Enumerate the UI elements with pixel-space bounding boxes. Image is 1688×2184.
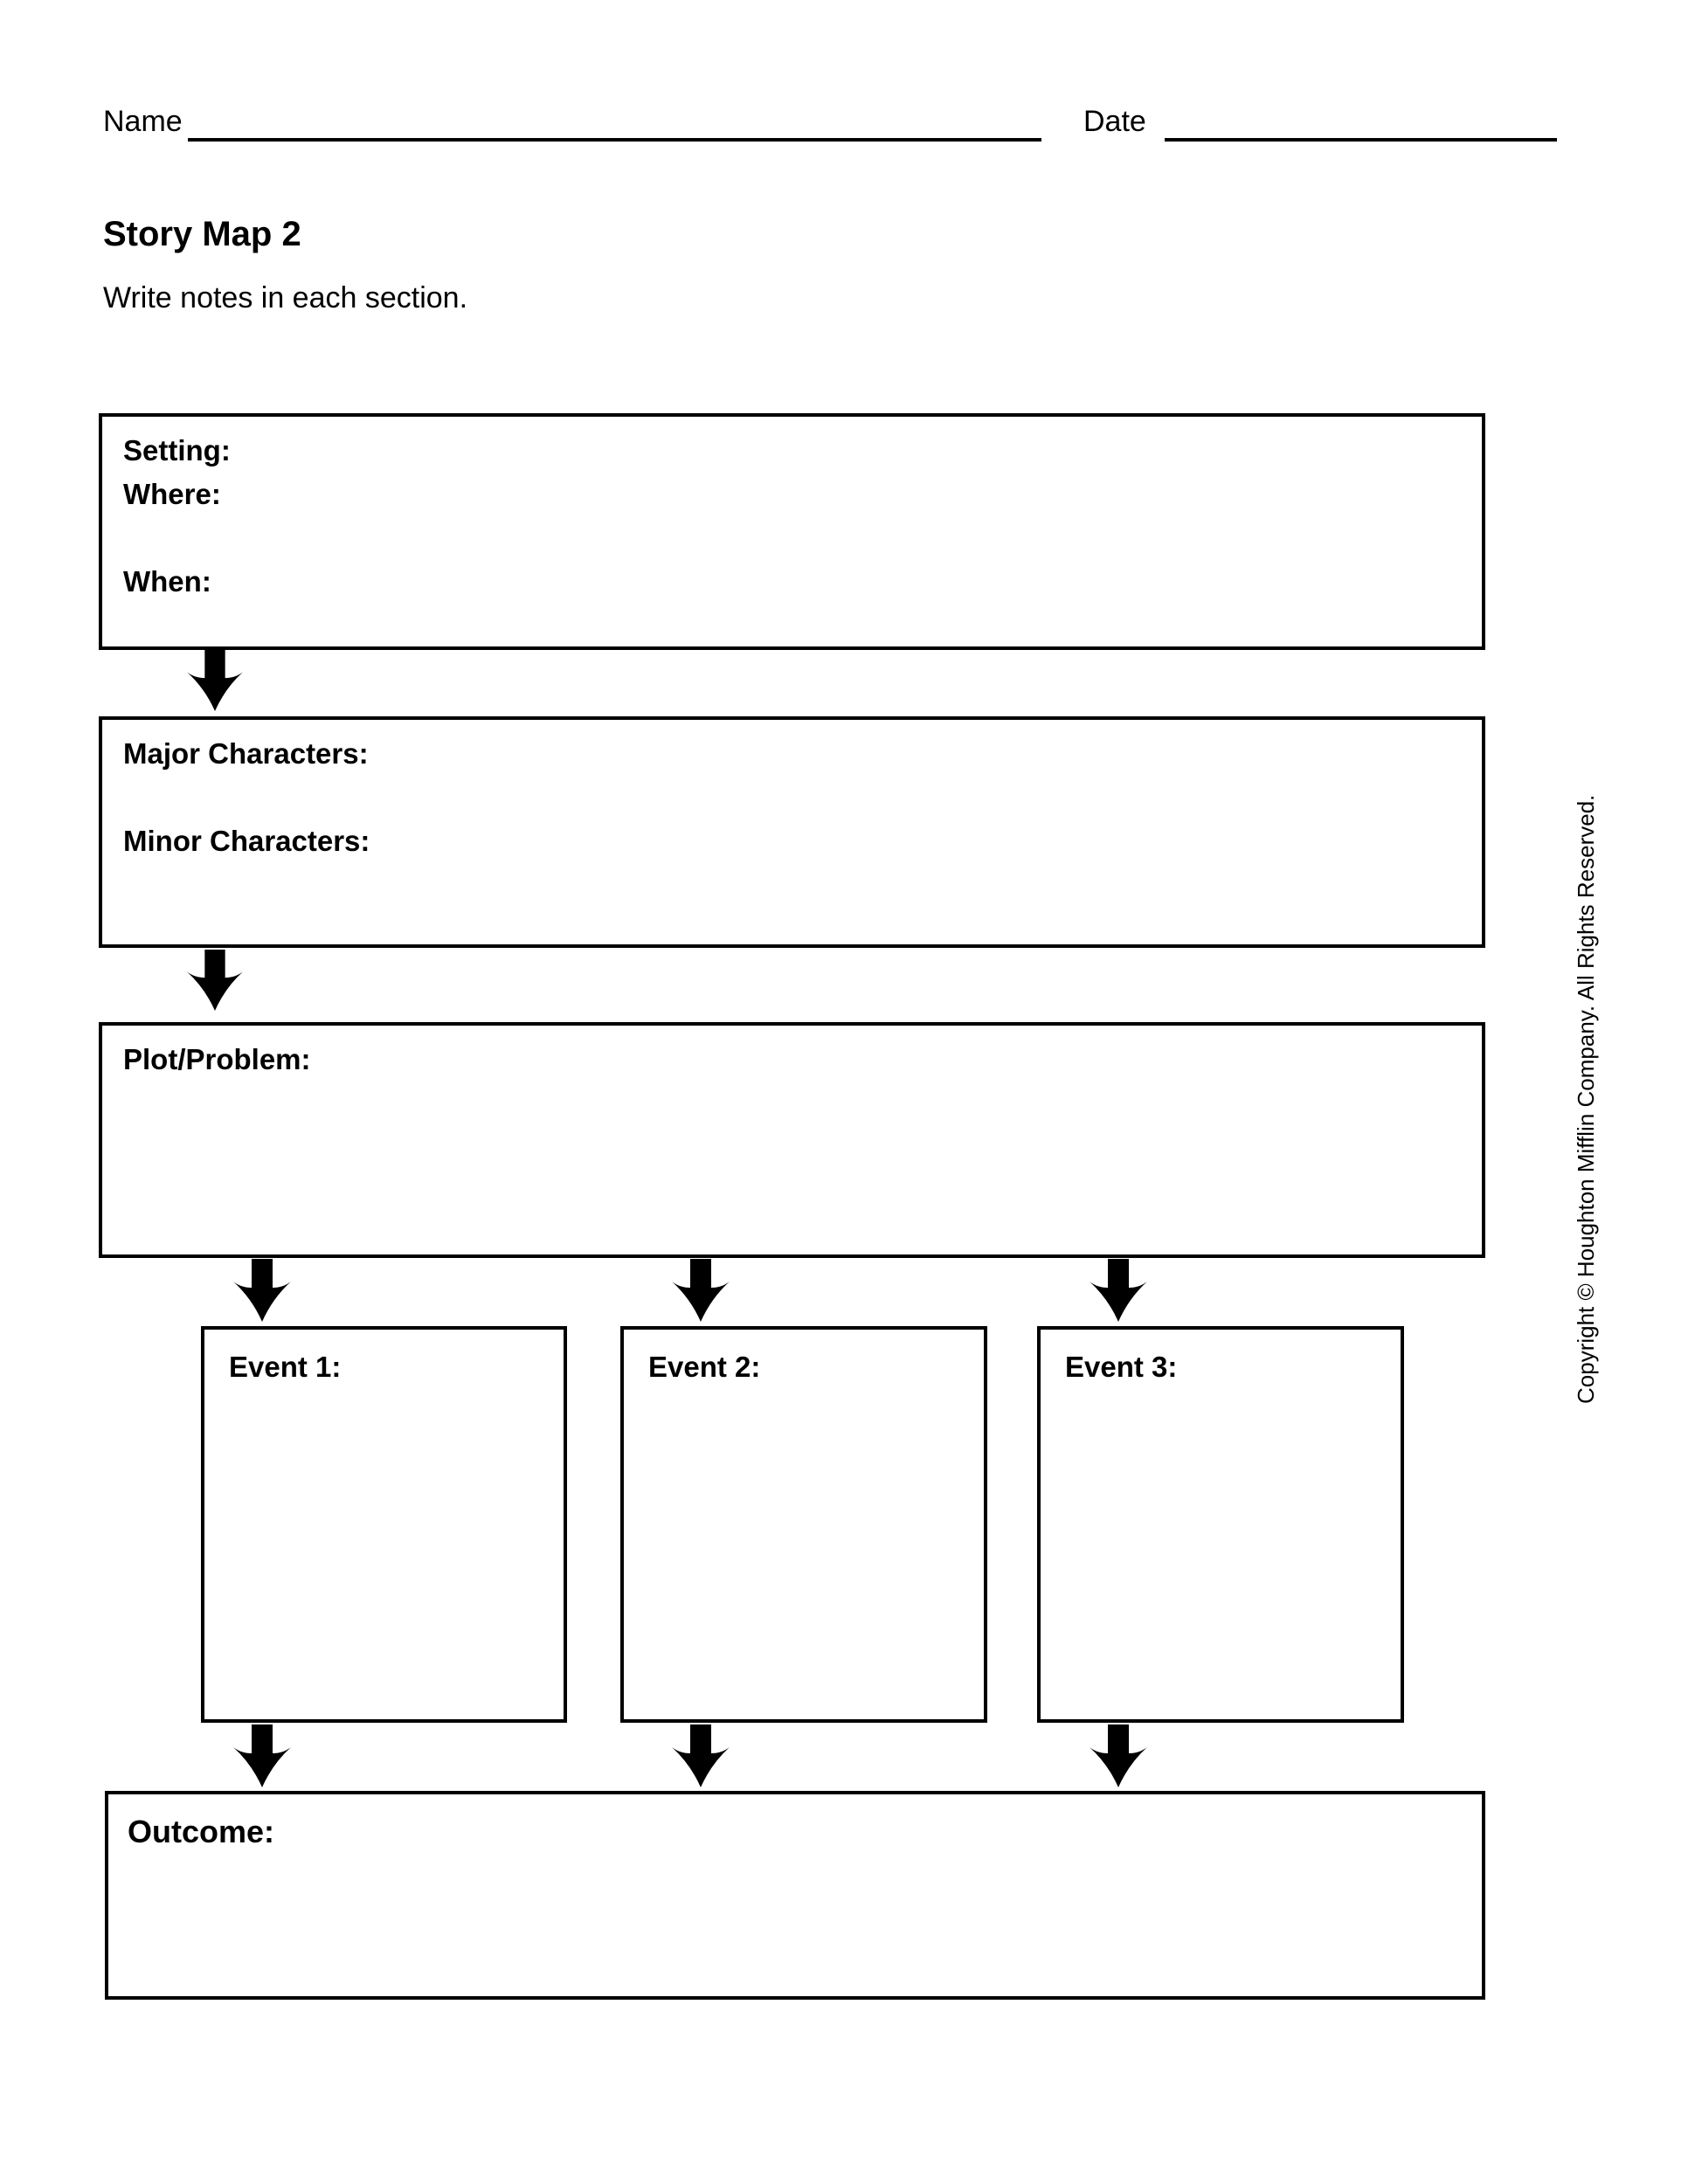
down-arrow-icon [1090,1259,1147,1322]
date-field[interactable] [1165,108,1557,142]
minor-characters-label: Minor Characters: [123,825,370,857]
setting-when-field[interactable] [123,604,1461,634]
setting-when-label: When: [123,565,211,598]
down-arrow-icon [1090,1724,1147,1787]
down-arrow-icon [672,1259,730,1322]
down-arrow-icon [186,650,244,711]
page-title: Story Map 2 [103,215,301,253]
copyright-notice: Copyright © Houghton Mifflin Company. All Rights Reserved. [1573,794,1599,1404]
down-arrow-icon [233,1724,291,1787]
outcome-box [105,1791,1485,2000]
setting-where-label: Where: [123,478,221,510]
characters-box [99,716,1485,948]
event-3-box [1037,1326,1404,1723]
down-arrow-icon [233,1259,291,1322]
down-arrow-icon [186,950,244,1011]
major-characters-label: Major Characters: [123,737,369,770]
major-characters-field[interactable] [123,776,1461,819]
event-3-label: Event 3: [1065,1351,1178,1383]
setting-label: Setting: [123,434,231,467]
down-arrow-icon [672,1724,730,1787]
name-label: Name [103,105,183,138]
plot-field[interactable] [123,1082,1461,1242]
minor-characters-field[interactable] [123,863,1461,932]
event-3-field[interactable] [1065,1389,1376,1704]
date-label: Date [1083,105,1146,138]
setting-where-field[interactable] [123,516,1461,560]
name-field[interactable] [188,108,1041,142]
page-instructions: Write notes in each section. [103,281,468,314]
event-1-field[interactable] [229,1389,539,1704]
plot-label: Plot/Problem: [123,1043,311,1075]
event-2-label: Event 2: [648,1351,761,1383]
event-1-box [201,1326,567,1723]
event-2-box [620,1326,987,1723]
setting-box [99,413,1485,650]
event-2-field[interactable] [648,1389,959,1704]
event-1-label: Event 1: [229,1351,342,1383]
outcome-label: Outcome: [128,1814,275,1849]
plot-box [99,1022,1485,1258]
outcome-field[interactable] [128,1854,1463,1980]
